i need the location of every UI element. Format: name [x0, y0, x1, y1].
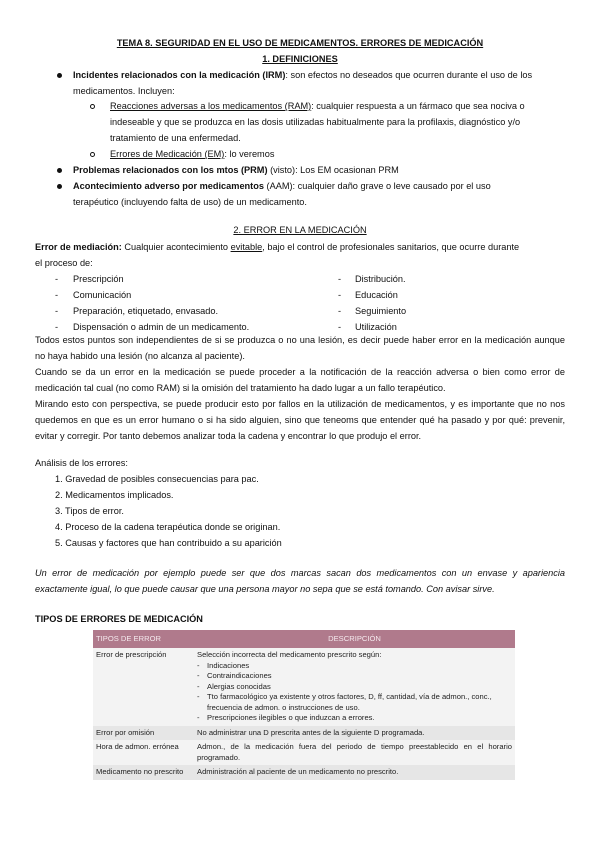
- prm-text: (visto): Los EM ocasionan PRM: [267, 165, 399, 175]
- definition-prm: [73, 162, 399, 178]
- bullet-icon: [57, 184, 62, 189]
- table-cell-description: [194, 648, 515, 726]
- dash-marker: -: [55, 290, 59, 300]
- prescription-description: Selección incorrecta del medicamento prescrito según:: [197, 650, 382, 659]
- dash-marker: -: [338, 290, 342, 300]
- list-item: Seguimiento: [355, 306, 407, 316]
- error-definition-text-2: , bajo el control de profesionales sanitarios, que ocurre durante: [262, 242, 520, 252]
- bullet-icon: [57, 168, 62, 173]
- paragraph-lesion: Todos estos puntos son independientes de si se produzca o no una lesión, es decir puede haber error en la medicación aunque no haya habido una lesión (no alcanza al paciente).: [35, 335, 565, 361]
- table-cell-type: Medicamento no prescrito: [93, 765, 194, 780]
- prescription-sublist: [197, 661, 512, 724]
- error-definition: [35, 239, 519, 255]
- em-text: : lo veremos: [224, 149, 275, 159]
- table-header-type: TIPOS DE ERROR: [93, 630, 194, 648]
- table-cell-type: Hora de admon. errónea: [93, 740, 194, 765]
- dash-marker: -: [338, 322, 342, 332]
- circle-bullet-icon: [90, 104, 95, 109]
- list-item: - Tto farmacológico ya existente y otros factores, D, ff, cantidad, vía de admon., conc., frecuencia de admon. o instrucciones de uso.: [207, 692, 512, 713]
- list-item: Distribución.: [355, 274, 406, 284]
- table-row: [93, 648, 515, 726]
- list-item: 4. Proceso de la cadena terapéutica donde se originan.: [55, 522, 281, 532]
- table-cell-description: Admon., de la medicación fuera del periodo de tiempo preestablecido en el horario programado.: [194, 740, 515, 765]
- table-cell-type: Error de prescripción: [93, 648, 194, 726]
- table-row: [93, 765, 515, 780]
- definition-ram-line3: tratamiento de una enfermedad.: [110, 133, 241, 143]
- definition-aam-continued: terapéutico (incluyendo falta de uso) de un medicamento.: [73, 197, 307, 207]
- aam-text: (AAM): cualquier daño grave o leve causado por el uso: [263, 181, 491, 191]
- definition-em: [110, 146, 274, 162]
- list-item: - Alergias conocidas: [207, 682, 512, 693]
- ram-text: : cualquier respuesta a un fármaco que sea nociva o: [311, 101, 525, 111]
- dash-marker: -: [338, 274, 342, 284]
- list-item: - Contraindicaciones: [207, 671, 512, 682]
- list-item: - Prescripciones ilegibles o que induzcan a errores.: [207, 713, 512, 724]
- list-item: 5. Causas y factores que han contribuido a su aparición: [55, 538, 282, 548]
- table-cell-description: No administrar una D prescrita antes de la siguiente D programada.: [194, 726, 515, 741]
- definition-irm: [73, 67, 532, 83]
- circle-bullet-icon: [90, 152, 95, 157]
- definition-ram-line2: indeseable y que se produzca en las dosis utilizadas habitualmente para la profilaxis, diagnóstico y/o: [110, 117, 521, 127]
- bullet-icon: [57, 73, 62, 78]
- section-heading-definiciones: 1. DEFINICIONES: [262, 54, 338, 64]
- definition-irm-continued: medicamentos. Incluyen:: [73, 86, 175, 96]
- example-paragraph: Un error de medicación por ejemplo puede ser que dos marcas sacan dos medicamentos con un envase y apariencia exactamente igual, lo que puede causar que una persona mayor no sepa que se está tomando. Con avisar sirve.: [35, 568, 565, 594]
- list-item: 3. Tipos de error.: [55, 506, 124, 516]
- dash-marker: -: [55, 322, 59, 332]
- analysis-title: Análisis de los errores:: [35, 458, 128, 468]
- dash-marker: -: [338, 306, 342, 316]
- aam-term: Acontecimiento adverso por medicamentos: [73, 181, 264, 191]
- dash-marker: -: [55, 306, 59, 316]
- list-item: 2. Medicamentos implicados.: [55, 490, 174, 500]
- definition-aam: [73, 178, 491, 194]
- paragraph-perspectiva: Mirando esto con perspectiva, se puede producir esto por fallos en la utilización de medicamentos, y es importante que no nos quedemos en que es un error humano o si ha sido alguien, sino que teneoms que entender qué ha pasado y por qué: prevenir, evitar y corregir. Por tanto debemos analizar toda la cadena y encontrar lo que produjo el error.: [35, 399, 565, 441]
- paragraph-notificacion: Cuando se da un error en la medicación se puede proceder a la notificación de la reacción adversa o bien como error de medicación tal cual (no como RAM) si la omisión del tratamiento ha dado lugar a un fallo terapéutico.: [35, 367, 565, 393]
- error-definition-text: Cualquier acontecimiento: [121, 242, 231, 252]
- table-cell-type: Error por omisión: [93, 726, 194, 741]
- list-item: Utilización: [355, 322, 397, 332]
- em-term: Errores de Medicación (EM): [110, 149, 225, 159]
- irm-text: : son efectos no deseados que ocurren durante el uso de los: [285, 70, 533, 80]
- list-item: - Indicaciones: [207, 661, 512, 672]
- section-heading-error: 2. ERROR EN LA MEDICACIÓN: [233, 225, 367, 235]
- irm-term: Incidentes relacionados con la medicación (IRM): [73, 70, 286, 80]
- evitable-word: evitable: [230, 242, 263, 252]
- tipos-heading: TIPOS DE ERRORES DE MEDICACIÓN: [35, 614, 203, 624]
- list-item: Educación: [355, 290, 398, 300]
- ram-term: Reacciones adversas a los medicamentos (RAM): [110, 101, 312, 111]
- definition-ram: [110, 98, 525, 114]
- list-item: Preparación, etiquetado, envasado.: [73, 306, 219, 316]
- table-row: [93, 726, 515, 741]
- table-row: [93, 740, 515, 765]
- table-cell-description: Administración al paciente de un medicamento no prescrito.: [194, 765, 515, 780]
- document-title: TEMA 8. SEGURIDAD EN EL USO DE MEDICAMENTOS. ERRORES DE MEDICACIÓN: [116, 38, 484, 48]
- list-item: Comunicación: [73, 290, 132, 300]
- prm-term: Problemas relacionados con los mtos (PRM): [73, 165, 268, 175]
- error-definition-term: Error de mediación:: [35, 242, 122, 252]
- error-definition-continued: el proceso de:: [35, 258, 93, 268]
- list-item: Prescripción: [73, 274, 124, 284]
- error-types-table: [93, 630, 515, 780]
- dash-marker: -: [55, 274, 59, 284]
- list-item: Dispensación o admin de un medicamento.: [73, 322, 250, 332]
- table-header-description: DESCRIPCIÓN: [194, 630, 515, 648]
- list-item: 1. Gravedad de posibles consecuencias para pac.: [55, 474, 259, 484]
